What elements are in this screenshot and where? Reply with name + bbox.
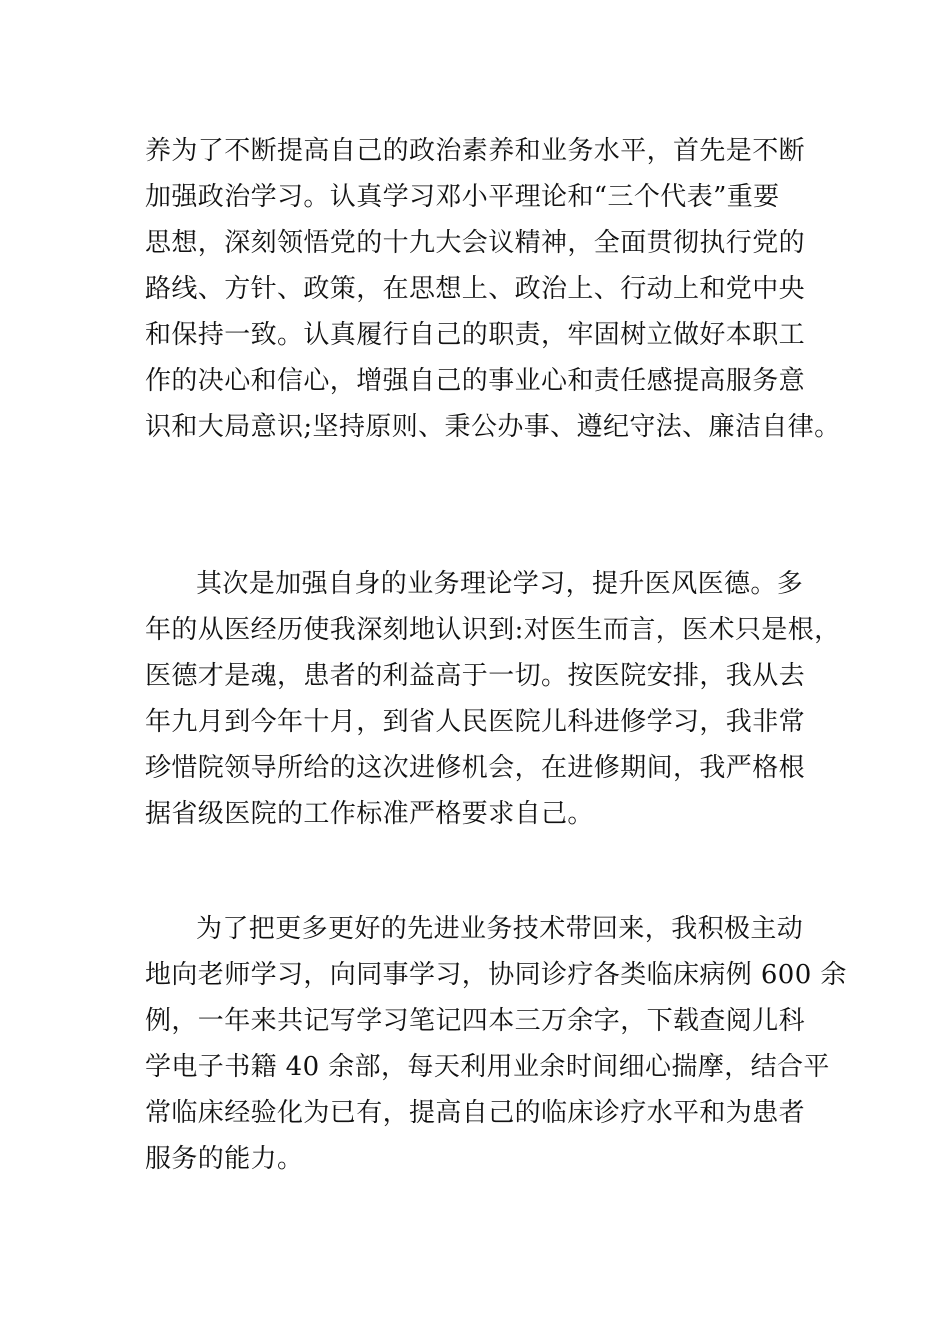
paragraph-line: 养为了不断提高自己的政治素养和业务水平，首先是不断 <box>145 136 806 166</box>
paragraph-line: 路线、方针、政策，在思想上、政治上、行动上和党中央 <box>145 274 806 304</box>
paragraph-line: 为了把更多更好的先进业务技术带回来，我积极主动 <box>196 914 804 944</box>
paragraph-line: 学电子书籍 40 余部，每天利用业余时间细心揣摩，结合平 <box>145 1052 830 1082</box>
paragraph-line: 识和大局意识;坚持原则、秉公办事、遵纪守法、廉洁自律。 <box>145 412 841 442</box>
paragraph-line: 思想，深刻领悟党的十九大会议精神，全面贯彻执行党的 <box>145 228 806 258</box>
paragraph-line: 珍惜院领导所给的这次进修机会，在进修期间，我严格根 <box>145 753 806 783</box>
paragraph-line: 年的从医经历使我深刻地认识到:对医生而言，医术只是根， <box>145 615 841 645</box>
paragraph-line: 和保持一致。认真履行自己的职责，牢固树立做好本职工 <box>145 320 806 350</box>
paragraph-line: 医德才是魂，患者的利益高于一切。按医院安排，我从去 <box>145 661 806 691</box>
paragraph-line: 据省级医院的工作标准严格要求自己。 <box>145 799 594 829</box>
paragraph-line: 服务的能力。 <box>145 1144 304 1174</box>
paragraph-line: 加强政治学习。认真学习邓小平理论和“三个代表”重要 <box>145 182 780 212</box>
paragraph-line: 例，一年来共记写学习笔记四本三万余字，下载查阅儿科 <box>145 1006 806 1036</box>
paragraph-line: 地向老师学习，向同事学习，协同诊疗各类临床病例 600 余 <box>145 960 847 990</box>
paragraph-line: 常临床经验化为已有，提高自己的临床诊疗水平和为患者 <box>145 1098 806 1128</box>
paragraph-line: 其次是加强自身的业务理论学习，提升医风医德。多 <box>196 569 804 599</box>
paragraph-line: 作的决心和信心，增强自己的事业心和责任感提高服务意 <box>145 366 806 396</box>
paragraph-line: 年九月到今年十月，到省人民医院儿科进修学习，我非常 <box>145 707 806 737</box>
